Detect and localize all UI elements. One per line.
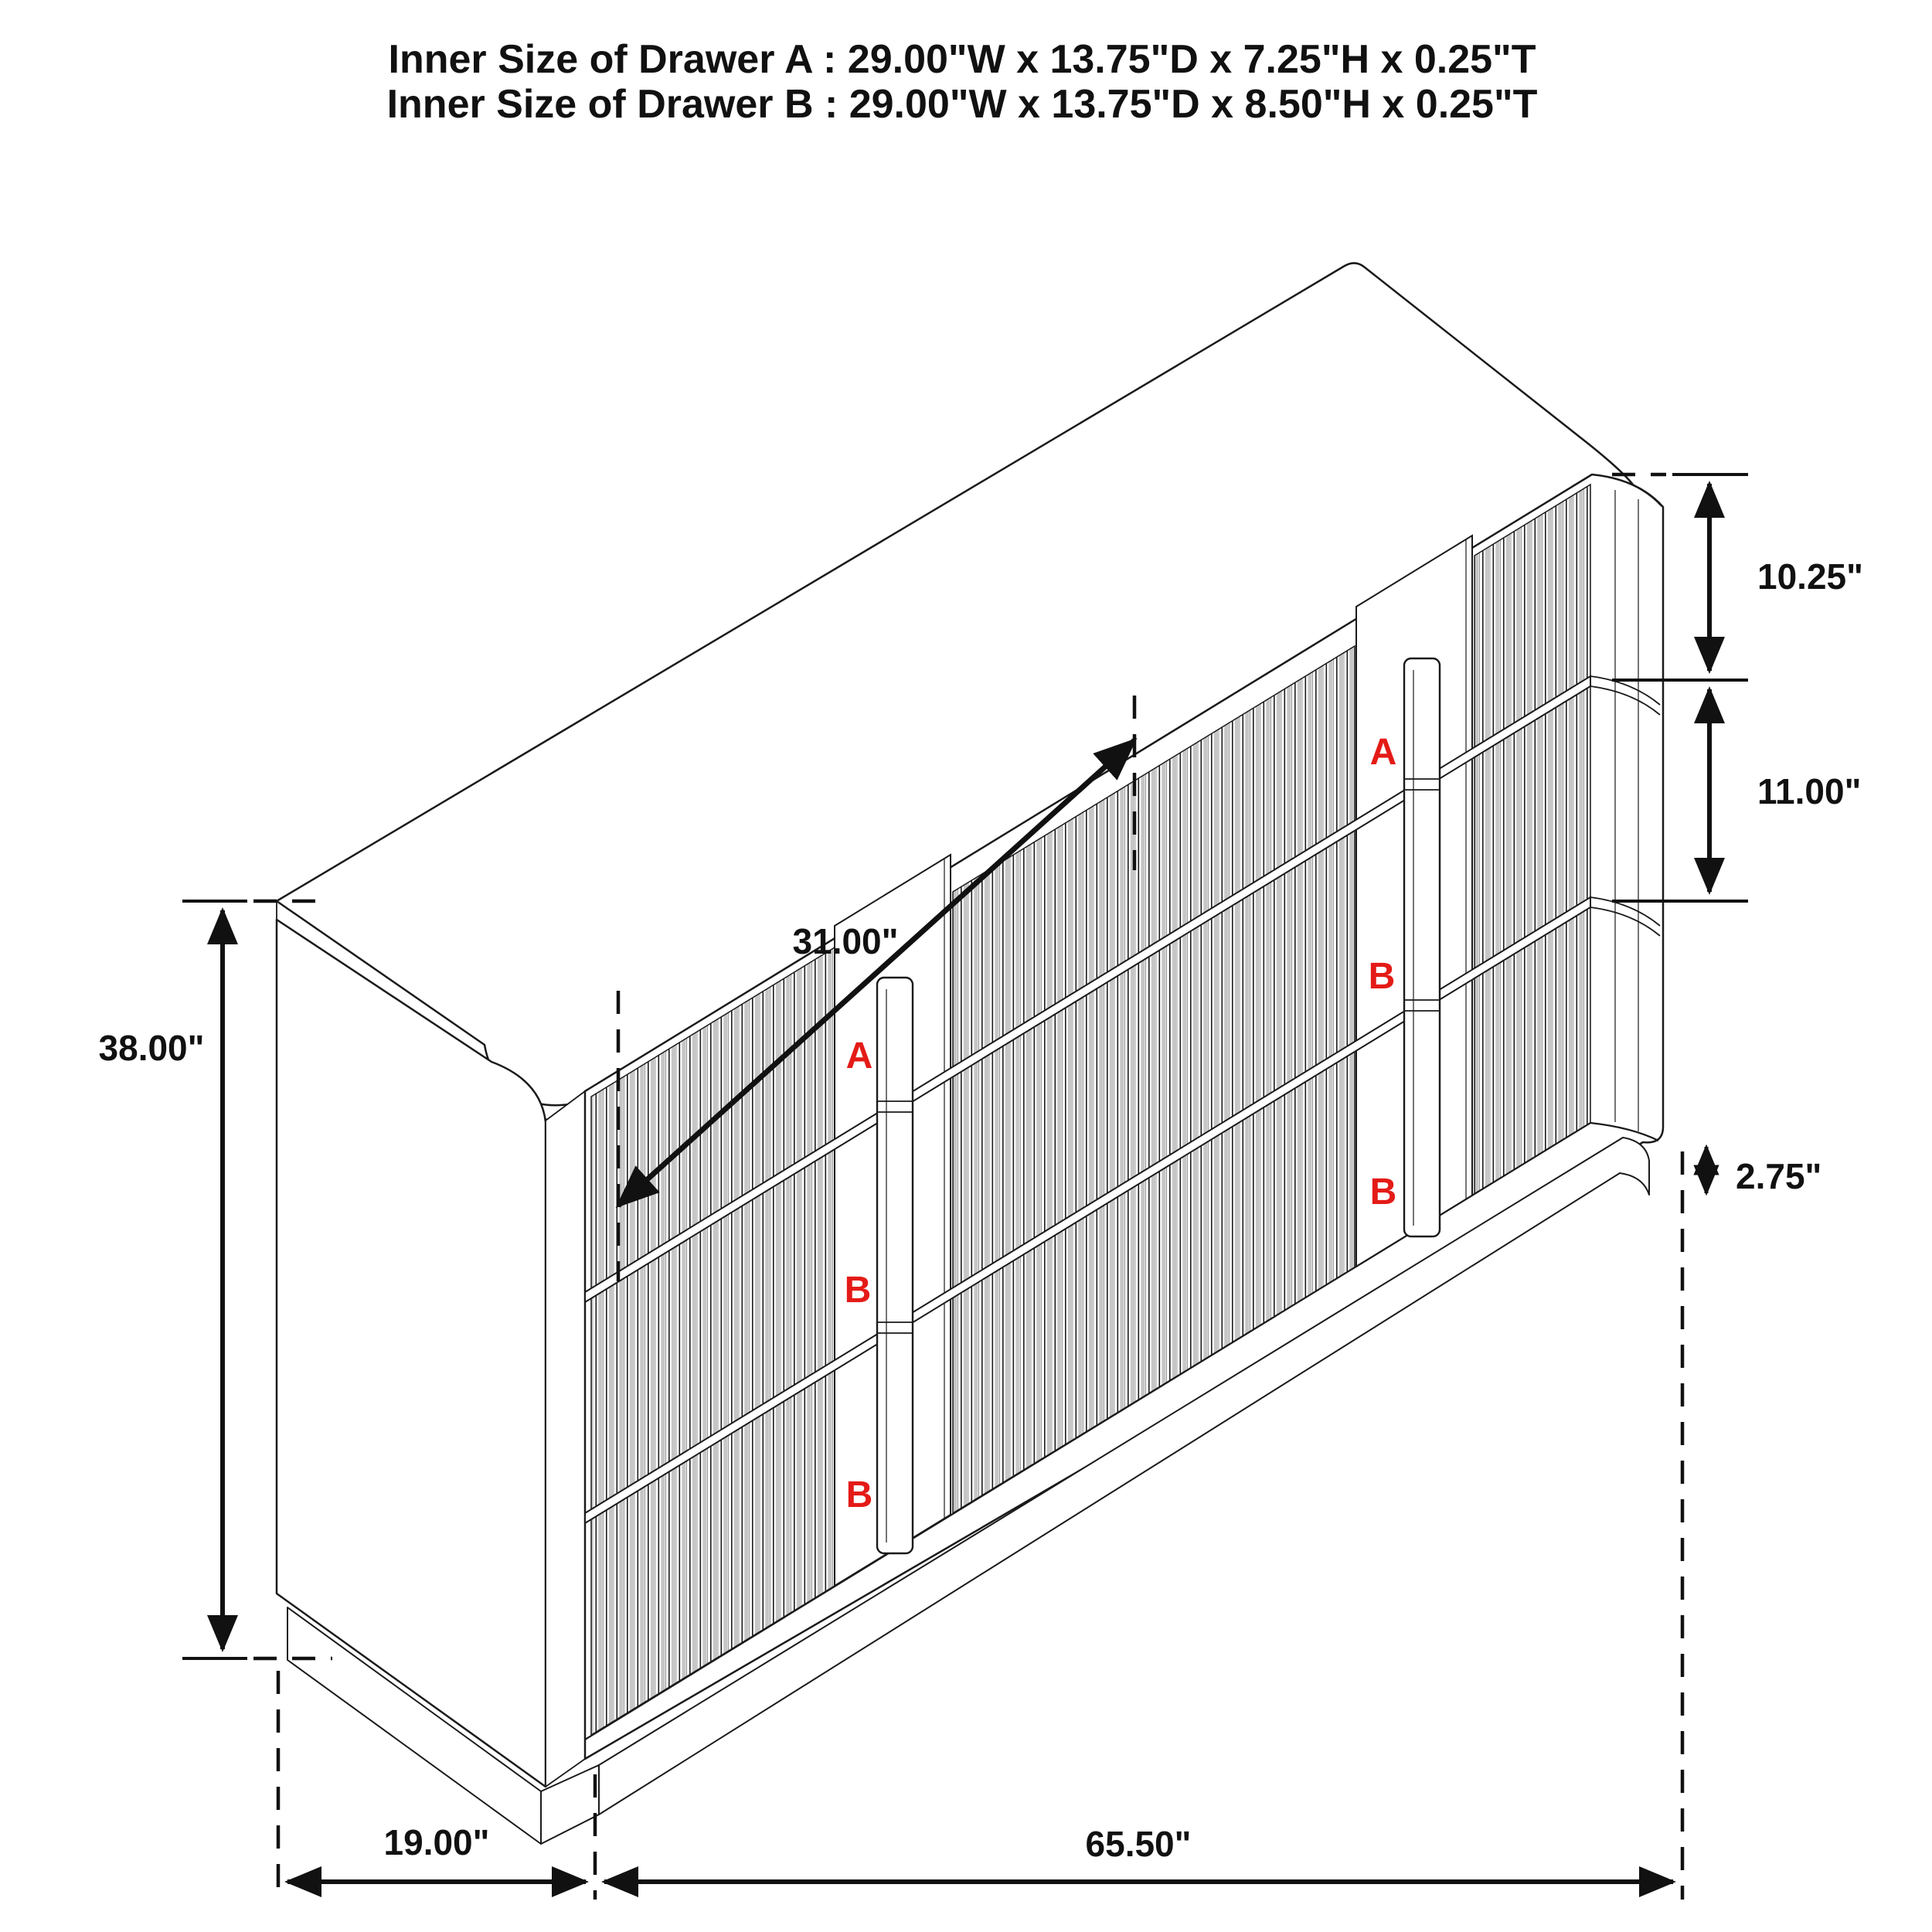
title-line-drawer-a: Inner Size of Drawer A : 29.00"W x 13.75"D x 7.25"H x 0.25"T xyxy=(388,37,1536,82)
title-block xyxy=(387,37,1538,127)
drawer-handle-right xyxy=(1404,658,1440,1236)
dim-drawer-b-height-label: 11.00" xyxy=(1757,771,1862,811)
title-line-drawer-b: Inner Size of Drawer B : 29.00"W x 13.75"D x 8.50"H x 0.25"T xyxy=(386,82,1538,127)
drawer-label-right-b2: B xyxy=(1369,1172,1397,1213)
dim-base-height xyxy=(1706,1147,1821,1196)
dresser-drawing xyxy=(277,263,1663,1844)
fluting-right-bank xyxy=(1475,485,1590,1194)
dim-drawer-width-label: 31.00" xyxy=(792,921,899,961)
drawer-label-left-b1: B xyxy=(844,1270,872,1311)
dim-base-height-label: 2.75" xyxy=(1736,1156,1822,1196)
dim-depth-label: 19.00" xyxy=(383,1822,490,1862)
dim-overall-height-label: 38.00" xyxy=(98,1028,205,1068)
drawer-label-left-b2: B xyxy=(845,1475,873,1515)
dim-width xyxy=(604,1824,1673,1882)
front-left-corner xyxy=(546,1091,585,1787)
drawer-label-left-a: A xyxy=(845,1036,873,1077)
dim-drawer-a-height-label: 10.25" xyxy=(1757,556,1863,597)
dim-width-label: 65.50" xyxy=(1085,1824,1192,1864)
drawer-label-right-a: A xyxy=(1369,732,1397,773)
drawer-label-right-b1: B xyxy=(1368,956,1396,997)
drawer-handle-left xyxy=(877,978,913,1553)
